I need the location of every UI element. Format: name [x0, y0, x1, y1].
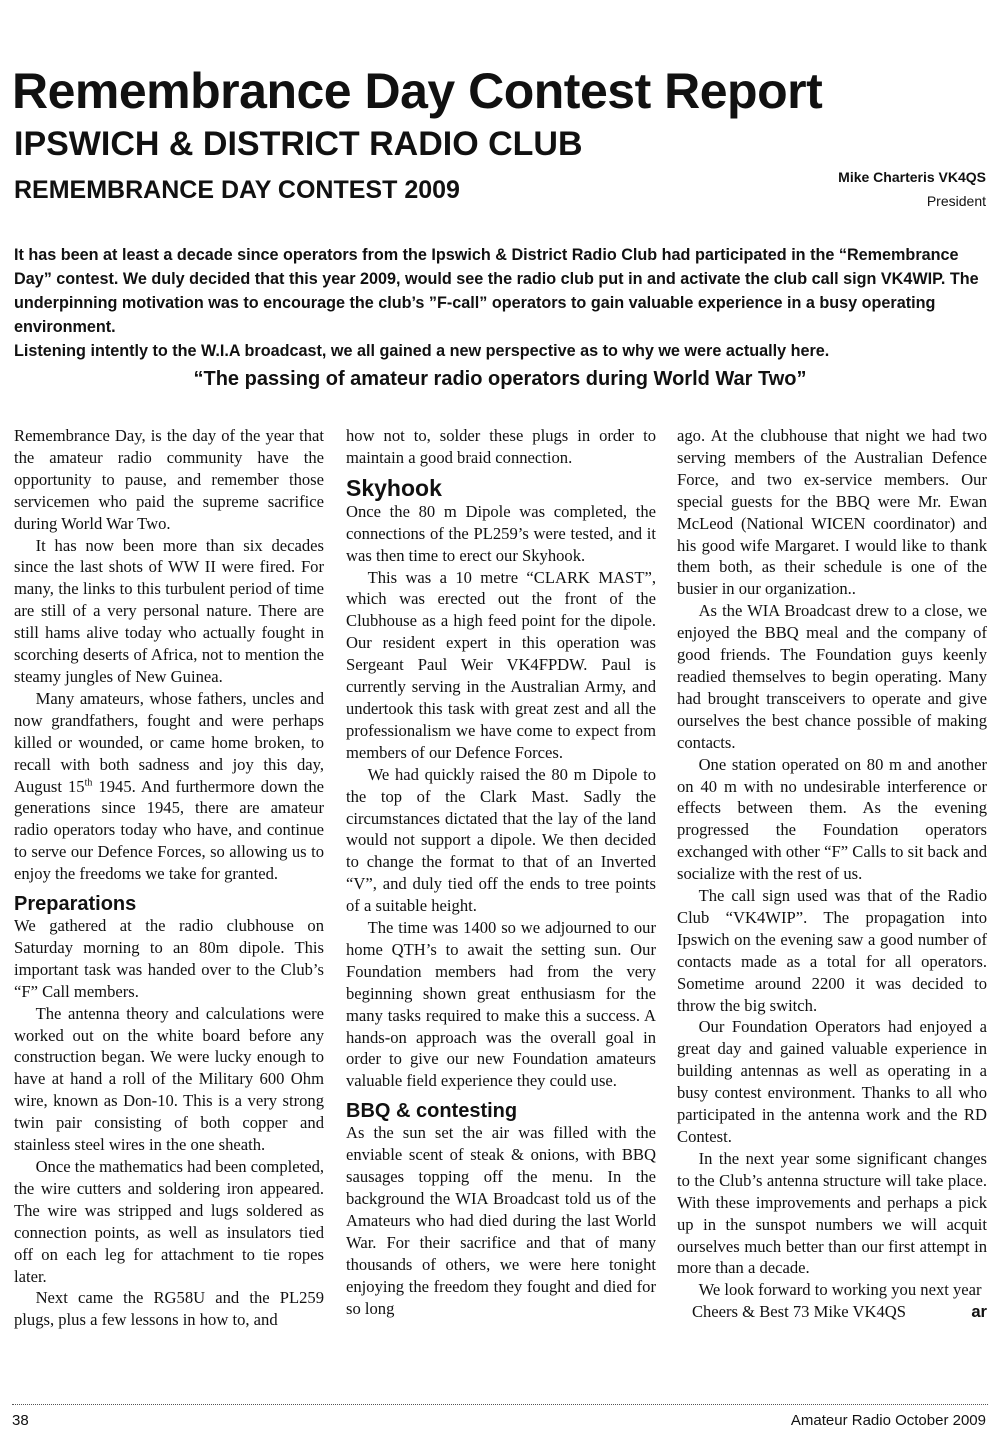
body-paragraph: We had quickly raised the 80 m Dipole to the top of the Clark Mast. Sadly the circumstances dictated that the lay of the land would not support a dipole. We then decided to change the format to that of an Inverted “V”, and duly tied off the ends to tree points of a suitable height.: [346, 764, 656, 916]
contest-name: REMEMBRANCE DAY CONTEST 2009: [14, 176, 460, 204]
text-run: Many amateurs, whose fathers, uncles and now grandfathers, fought and were perhaps killed or wounded, or came home broken, to recall with both sadness and joy this day, August 15: [14, 688, 324, 796]
superscript: th: [84, 776, 93, 788]
body-paragraph: The time was 1400 so we adjourned to our home QTH’s to await the setting sun. Our Foundation members had from the very beginning shown great enthusiasm for the many tasks required to make this a success. A hands-on approach was the overall goal in order to give our new Foundation amateurs valuable field experience they could use.: [346, 918, 656, 1091]
column-3: [677, 425, 987, 1323]
signature-line: [677, 1301, 987, 1323]
body-paragraph: Once the mathematics had been completed, the wire cutters and soldering iron appeared. The wire was stripped and lugs soldered as connection points, as well as insulators tied off on each leg for attachment to tie ropes later.: [14, 1157, 325, 1286]
publication-info: Amateur Radio October 2009: [790, 1412, 986, 1429]
body-paragraph: We look forward to working you next year: [698, 1280, 982, 1300]
body-paragraph: The call sign used was that of the Radio Club “VK4WIP”. The propagation into Ipswich on the evening saw a good number of contacts made as a total for all operators. Sometime around 2200 it was decided to throw the big switch.: [677, 886, 987, 1015]
intro-paragraph: Listening intently to the W.I.A broadcast, we all gained a new perspective as to why we were actually here.: [14, 342, 830, 360]
article-title: Remembrance Day Contest Report: [12, 63, 823, 119]
body-paragraph: The antenna theory and calculations were worked out on the white board before any construction began. We were lucky enough to have at hand a roll of the Military 600 Ohm wire, known as Don-10. This is a very strong twin pair consisting of both copper and stainless steel wires in the one sheath.: [14, 1003, 324, 1155]
body-paragraph: Next came the RG58U and the PL259 plugs, plus a few lessons in how to, and: [14, 1288, 324, 1330]
text-run: 1945. And furthermore down the generations since 1945, there are amateur radio operators today who have, and continue to serve our Defence Forces, so allowing us to enjoy the freedoms we take for granted.: [14, 776, 324, 884]
body-paragraph: As the sun set the air was filled with the enviable scent of steak & onions, with BBQ sausages topping off the menu. In the background the WIA Broadcast told us of the Amateurs who had died during the last World War. For their sacrifice and that of many thousands of others, we were here tonight enjoying the freedom they fought and died for so long: [346, 1123, 656, 1318]
body-paragraph: This was a 10 metre “CLARK MAST”, which was erected out the front of the Clubhouse as a high feed point for the dipole. Our resident expert in this operation was Sergeant Paul Weir VK4FPDW. Paul is currently serving in the Australian Army, and undertook this task with great zest and all the professionalism we have come to expect from members of our Defence Forces.: [346, 567, 656, 762]
club-name: IPSWICH & DISTRICT RADIO CLUB: [14, 125, 583, 163]
signature: Cheers & Best 73 Mike VK4QS: [691, 1302, 906, 1322]
page-number: 38: [12, 1412, 29, 1429]
column-1: [14, 425, 324, 1331]
body-paragraph: In the next year some significant changes to the Club’s antenna structure will take place. With these improvements and perhaps a pick up in the sunspot numbers we will acquit ourselves much better than our first attempt in more than a decade.: [677, 1148, 987, 1278]
end-mark: ar: [971, 1302, 987, 1322]
body-paragraph: Our Foundation Operators had enjoyed a great day and gained valuable experience in building antennas as well as operating in a busy contest environment. Thanks to all who participated in the antenna work and the RD Contest.: [677, 1017, 987, 1146]
body-paragraph: We gathered at the radio clubhouse on Saturday morning to an 80m dipole. This important task was handed over to the Club’s “F” Call members.: [14, 916, 324, 1001]
author-name: Mike Charteris VK4QS: [838, 169, 986, 185]
section-heading-preparations: Preparations: [14, 893, 137, 916]
body-paragraph: Remembrance Day, is the day of the year that the amateur radio community have the opportunity to pause, and remember those servicemen who paid the supreme sacrifice during World War Two.: [14, 426, 324, 533]
body-paragraph: As the WIA Broadcast drew to a close, we enjoyed the BBQ meal and the company of good friends. The Foundation guys keenly readied themselves to begin operating. Many had brought transceivers to operate and give ourselves the best chance possible of making contacts.: [677, 601, 987, 752]
pull-quote: “The passing of amateur radio operators during World War Two”: [193, 368, 807, 390]
body-paragraph: It has now been more than six decades since the last shots of WW II were fired. For many, the links to this turbulent period of time are still of a very personal nature. There are still hams alive today who actually fought in scorching deserts of Africa, not to mention the steamy jungles of New Guinea.: [14, 535, 324, 686]
body-paragraph: ago. At the clubhouse that night we had two serving members of the Australian Defence Force, and two ex-service members. Our special guests for the BBQ were Mr. Ewan McLeod (National WICEN coordinator) and his good wife Margaret. I would like to thank them both, as their schedule is one of the busier in our organization..: [677, 426, 987, 599]
column-2: [346, 425, 656, 1319]
body-paragraph: how not to, solder these plugs in order to maintain a good braid connection.: [346, 426, 656, 467]
body-paragraph: One station operated on 80 m and another on 40 m with no undesirable interference or effects between them. As the evening progressed the Foundation operators exchanged with other “F” Calls to sit back and socialize with the rest of us.: [677, 754, 987, 884]
section-heading-skyhook: Skyhook: [346, 474, 442, 501]
body-paragraph: Once the 80 m Dipole was completed, the connections of the PL259’s were tested, and it was then time to erect our Skyhook.: [346, 501, 656, 565]
body-paragraph: [14, 688, 324, 885]
intro-block: [14, 243, 986, 363]
author-block: [838, 165, 986, 213]
author-role: President: [926, 193, 986, 209]
footer-divider: [12, 1404, 988, 1405]
intro-paragraph: It has been at least a decade since operators from the Ipswich & District Radio Club had participated in the “Remembrance Day” contest. We duly decided that this year 2009, would see the radio club put in and activate the club call sign VK4WIP. The underpinning motivation was to encourage the club’s ”F-call” operators to gain valuable experience in a busy operating environment.: [14, 246, 979, 336]
section-heading-bbq: BBQ & contesting: [346, 1100, 518, 1123]
